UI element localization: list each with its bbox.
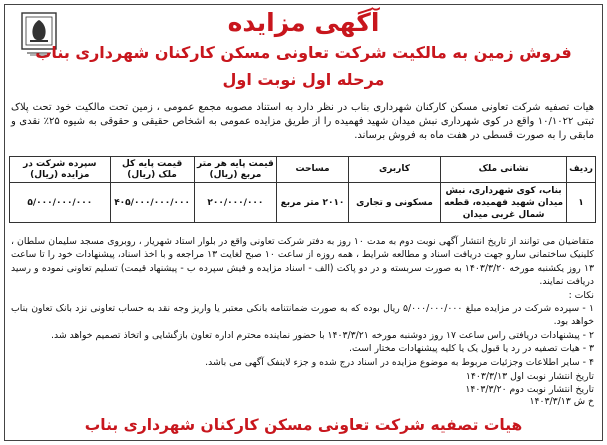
cell-address: بناب، کوی شهرداری، نبش میدان شهید فهمیده، قطعه شمال غربی میدان (441, 183, 567, 223)
notice-subtitle: فروش زمین به مالکیت شرکت تعاونی مسکن کارکنان شهرداری بناب (35, 43, 572, 62)
cell-row-number: ۱ (567, 183, 596, 223)
cell-area: ۲۰۱۰ متر مربع (277, 183, 349, 223)
cell-price-per-meter: ۲۰۰/۰۰۰/۰۰۰ (194, 183, 277, 223)
table-header-row (10, 157, 596, 183)
note-item: ۲ - پیشنهادات دریافتی راس ساعت ۱۷ روز دوشنبه مورخه ۱۴۰۳/۳/۲۱ با حضور نماینده محترم اداره تعاون بازگشایی و اتخاذ تصمیم خواهد شد. (51, 329, 594, 341)
header-row-number: ردیف (567, 157, 596, 183)
header-usage: کاربری (348, 157, 440, 183)
notice-body (11, 235, 594, 369)
note-item: ۱ - سپرده شرکت در مزایده مبلغ ۵/۰۰۰/۰۰۰/۰۰۰ ریال بوده که به صورت ضمانتنامه بانکی معتبر یا واریز وجه نقد به حساب تعاونی نزد بانک تعاون بناب خواهد بود. (11, 303, 595, 328)
auction-table (9, 156, 596, 223)
note-item: ۴ - سایر اطلاعات وجزئیات مربوط به موضوع مزایده در اسناد درج شده و جزء لاینفک آگهی می باشد. (205, 356, 594, 368)
date-second-publication: تاریخ انتشار نوبت دوم ۱۴۰۳/۳/۲۰ (465, 383, 594, 395)
header-deposit: سپرده شرکت در مزایده (ریال) (10, 157, 111, 183)
table-row (10, 183, 596, 223)
cell-usage: مسکونی و تجاری (348, 183, 440, 223)
notice-round: مرحله اول نوبت اول (222, 70, 385, 89)
note-item: ۳ - هیات تصفیه در رد یا قبول یک یا کلیه پیشنهادات مختار است. (349, 343, 594, 355)
date-code: خ ش ۱۴۰۳/۳/۱۳ (529, 396, 594, 407)
notice-title: آگهی مزایده (227, 8, 380, 37)
header-total-price: قیمت پایه کل ملک (ریال) (110, 157, 194, 183)
header-price-per-meter: قیمت پایه هر متر مربع (ریال) (194, 157, 277, 183)
intro-paragraph: هیات تصفیه شرکت تعاونی مسکن کارکنان شهرداری بناب در نظر دارد به استناد مصوبه مجمع عمومی ، زمین تحت مالکیت خود تحت پلاک ثبتی ۱۰/۱۰۲۲ واقع در کوی شهرداری نبش میدان شهید فهمیده را از طریق مزایده عمومی به اشخاص حقیقی و حقوقی به شیوه ۲۵٪ نقدی و مابقی را به صورت قسطی در هفت ماه به فروش برساند. (11, 102, 594, 141)
date-first-publication: تاریخ انتشار نوبت اول ۱۴۰۳/۳/۱۳ (465, 371, 594, 382)
header-area: مساحت (277, 157, 349, 183)
footer-signature: هیات تصفیه شرکت تعاونی مسکن کارکنان شهرداری بناب (84, 416, 523, 434)
body-paragraph: متقاضیان می توانند از تاریخ انتشار آگهی نوبت دوم به مدت ۱۰ روز به دفتر شرکت تعاونی واقع در بلوار استاد شهریار ، روبروی مسجد سلیمان سلطان ، کلینیک ساختمانی سارو جهت دریافت اسناد و مطالعه شرایط ، همه روزه از ساعت ۱۰ صبح لغایت ۱۳ مراجعه و با اخذ اسناد، پیشنهادات خود را تا ساعت ۱۳ روز یکشنبه مورخه ۱۴۰۳/۳/۲۰ به صورت سربسته و در دو پاکت (الف - اسناد مزایده و فیش سپرده ب - پیشنهاد قیمت) تسلیم تعاونی نموده و رسید دریافت نمایند. (11, 236, 594, 288)
notes-heading: نکات : (568, 289, 594, 301)
header-address: نشانی ملک (441, 157, 567, 183)
publication-dates (465, 371, 594, 409)
cell-deposit: ۵/۰۰۰/۰۰۰/۰۰۰ (10, 183, 111, 223)
cell-total-price: ۴۰۵/۰۰۰/۰۰۰/۰۰۰ (110, 183, 194, 223)
notice-page (4, 4, 603, 441)
